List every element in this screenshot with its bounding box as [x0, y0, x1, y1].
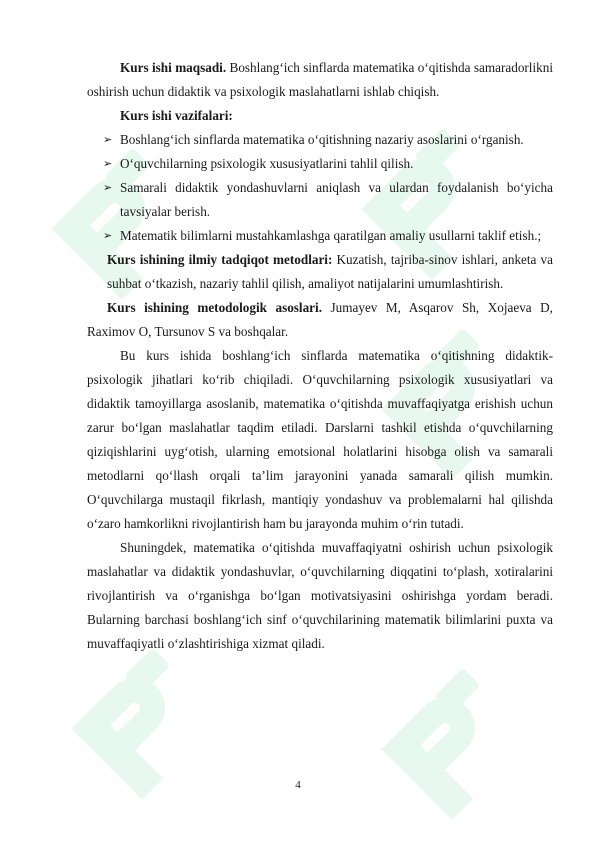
- list-item: ➢ Matematik bilimlarni mustahkamlashga qaratilgan amaliy usullarni taklif etish.;: [120, 224, 553, 248]
- list-item: ➢ O‘quvchilarning psixologik xususiyatlarini tahlil qilish.: [120, 152, 553, 176]
- goal-text: Boshlang‘ich sinflarda matematika o‘qitishda samaradorlikni oshirish uchun didaktik va psixologik maslahatlarni ishlab chiqish.: [87, 60, 553, 99]
- watermark-logo-icon: [350, 640, 540, 830]
- methods-label: Kurs ishining ilmiy tadqiqot metodlari:: [107, 252, 333, 267]
- basis-text: Jumayev M, Asqarov Sh, Xojaeva D, Raximov O, Tursunov S va boshqalar.: [87, 300, 553, 339]
- list-item: ➢ Boshlang‘ich sinflarda matematika o‘qitishning nazariy asoslarini o‘rganish.: [120, 128, 553, 152]
- body-paragraph-2: Shuningdek, matematika o‘qitishda muvaffaqiyatni oshirish uchun psixologik maslahatlar va didaktik yondashuvlar, o‘quvchilarning diqqatini to‘plash, xotiralarini rivojlantirish va o‘rganishga bo‘lgan motivatsiyasini oshirishga yordam beradi. Bularning barchasi boshlang‘ich sinf o‘quvchilarining matematik bilimlarini puxta va muvaffaqiyatli o‘zlashtirishiga xizmat qiladi.: [87, 540, 553, 651]
- body-paragraph-1: Bu kurs ishida boshlang‘ich sinflarda matematika o‘qitishning didaktik-psixologik jihatlari ko‘rib chiqiladi. O‘quvchilarning psixologik xususiyatlari va didaktik tamoyillarga asoslanib, matematika o‘qitishda muvaffaqiyatga erishish uchun zarur bo‘lgan maslahatlar taqdim etiladi. Darslarni tashkil etishda o‘quvchilarning qiziqishlarini uyg‘otish, ularning emotsional holatlarini hisobga olish va samarali metodlarni qo‘llash orqali ta’lim jarayonini yanada samarali qilish mumkin. O‘quvchilarga mustaqil fikrlash, mantiqiy yondashuv va problemalarni hal qilishda o‘zaro hamkorlikni rivojlantirish ham bu jarayonda muhim o‘rin tutadi.: [87, 348, 553, 531]
- basis-paragraph: [87, 296, 553, 344]
- document-body: [87, 56, 553, 656]
- goal-label: Kurs ishi maqsadi.: [120, 60, 227, 75]
- arrow-bullet-icon: ➢: [103, 182, 113, 194]
- arrow-bullet-icon: ➢: [103, 230, 113, 242]
- basis-label: Kurs ishining metodologik asoslari.: [107, 300, 322, 315]
- list-item: ➢ Samarali didaktik yondashuvlarni aniqlash va ulardan foydalanish bo‘yicha tavsiyalar berish.: [120, 176, 553, 224]
- goal-paragraph: [87, 56, 553, 104]
- arrow-bullet-icon: ➢: [103, 134, 113, 146]
- tasks-list: [87, 128, 553, 248]
- page-number: 4: [295, 779, 301, 791]
- arrow-bullet-icon: ➢: [103, 158, 113, 170]
- methods-paragraph: [87, 248, 553, 296]
- methods-text: Kuzatish, tajriba-sinov ishlari, anketa va suhbat o‘tkazish, nazariy tahlil qilish, amaliyot natijalarini umumlashtirish.: [107, 252, 553, 291]
- tasks-heading: Kurs ishi vazifalari:: [120, 108, 233, 123]
